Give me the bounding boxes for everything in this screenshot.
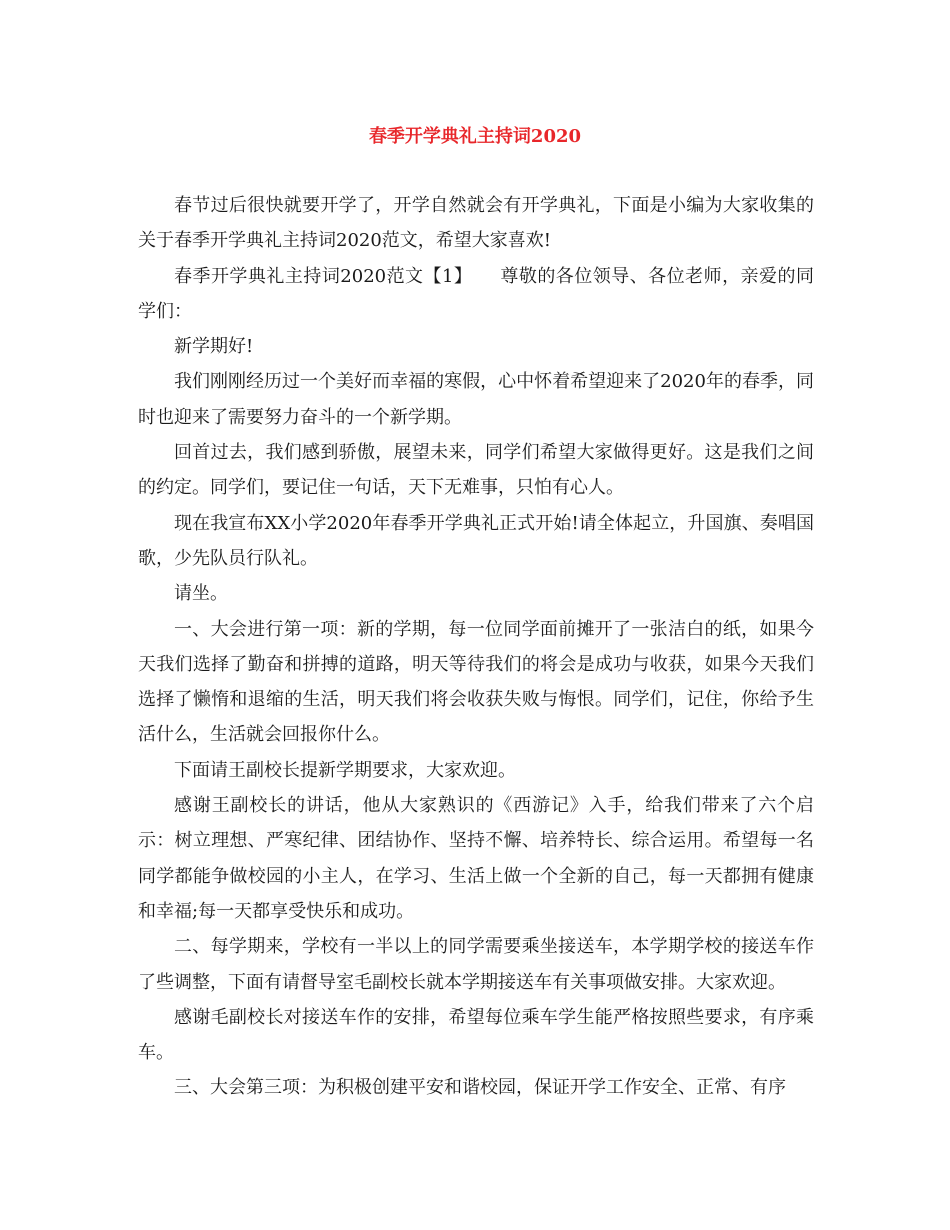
paragraph: 春节过后很快就要开学了，开学自然就会有开学典礼，下面是小编为大家收集的关于春季开学典礼主持词2020范文，希望大家喜欢! — [138, 195, 814, 252]
paragraph: 春季开学典礼主持词2020范文【1】 尊敬的各位领导、各位老师，亲爱的同学们： — [138, 265, 814, 322]
paragraph: 新学期好! — [174, 336, 254, 358]
paragraph: 下面请王副校长提新学期要求，大家欢迎。 — [174, 759, 516, 781]
paragraph: 三、大会第三项：为积极创建平安和谐校园，保证开学工作安全、正常、有序 — [174, 1077, 786, 1099]
document-body — [138, 188, 814, 1106]
paragraph: 请坐。 — [174, 583, 228, 605]
paragraph: 感谢王副校长的讲话，他从大家熟识的《西游记》入手，给我们带来了六个启示：树立理想、严寒纪律、团结协作、坚持不懈、培养特长、综合运用。希望每一名同学都能争做校园的小主人，在学习、生活上做一个全新的自己，每一天都拥有健康和幸福;每一天都享受快乐和成功。 — [138, 795, 814, 922]
paragraph: 一、大会进行第一项：新的学期，每一位同学面前摊开了一张洁白的纸，如果今天我们选择了勤奋和拼搏的道路，明天等待我们的将会是成功与收获，如果今天我们选择了懒惰和退缩的生活，明天我们将会收获失败与悔恨。同学们，记住，你给予生活什么，生活就会回报你什么。 — [138, 618, 814, 746]
paragraph: 现在我宣布XX小学2020年春季开学典礼正式开始!请全体起立，升国旗、奏唱国歌，少先队员行队礼。 — [138, 512, 814, 569]
paragraph: 感谢毛副校长对接送车作的安排，希望每位乘车学生能严格按照些要求，有序乘车。 — [138, 1006, 814, 1064]
paragraph: 我们刚刚经历过一个美好而幸福的寒假，心中怀着希望迎来了2020年的春季，同时也迎来了需要努力奋斗的一个新学期。 — [138, 371, 814, 428]
paragraph: 二、每学期来，学校有一半以上的同学需要乘坐接送车，本学期学校的接送车作了些调整，下面有请督导室毛副校长就本学期接送车有关事项做安排。大家欢迎。 — [138, 936, 814, 993]
paragraph: 回首过去，我们感到骄傲，展望未来，同学们希望大家做得更好。这是我们之间的约定。同学们，要记住一句话，天下无难事，只怕有心人。 — [138, 442, 814, 499]
document-title: 春季开学典礼主持词2020 — [368, 126, 582, 147]
